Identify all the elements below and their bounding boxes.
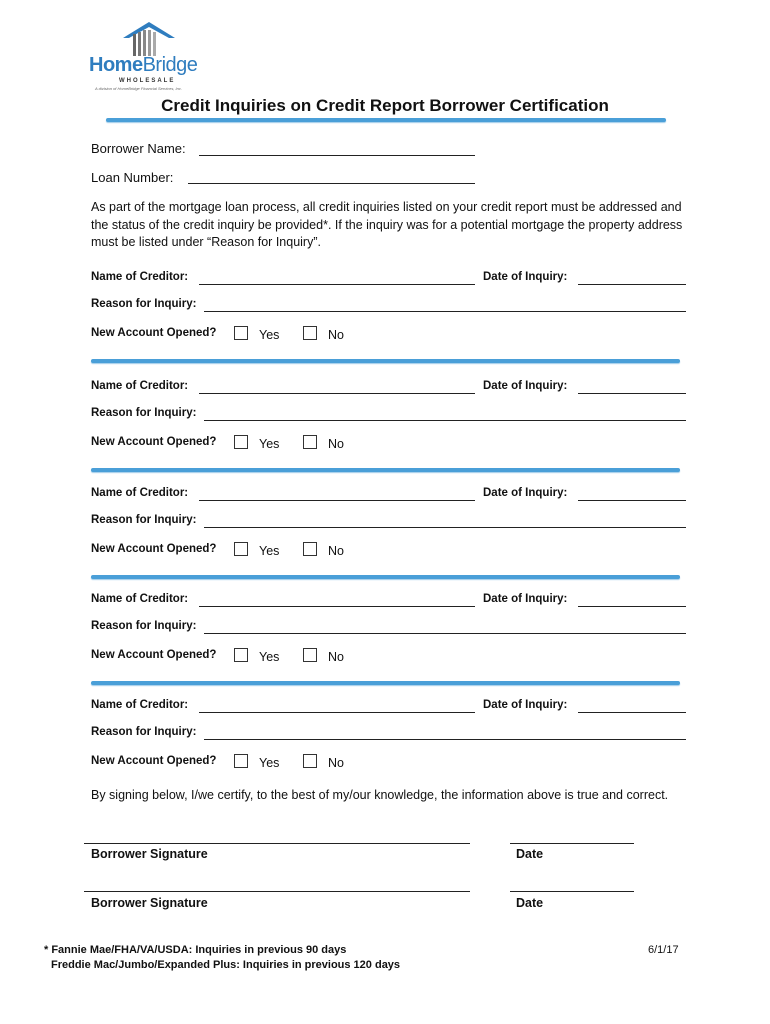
no-label-1: No <box>328 328 344 342</box>
borrower-signature-label-1: Borrower Signature <box>91 847 208 861</box>
borrower-signature-line-1[interactable] <box>84 843 470 844</box>
no-checkbox-3[interactable] <box>303 542 317 556</box>
footnote-line-1: * Fannie Mae/FHA/VA/USDA: Inquiries in previous 90 days <box>44 944 347 956</box>
date-of-inquiry-field-3[interactable] <box>578 500 686 501</box>
date-line-2[interactable] <box>510 891 634 892</box>
date-of-inquiry-field-4[interactable] <box>578 606 686 607</box>
yes-checkbox-3[interactable] <box>234 542 248 556</box>
reason-field-3[interactable] <box>204 527 686 528</box>
creditor-label-4: Name of Creditor: <box>91 593 189 605</box>
creditor-field-1[interactable] <box>199 284 475 285</box>
borrower-signature-label-2: Borrower Signature <box>91 896 208 910</box>
yes-label-5: Yes <box>259 756 280 770</box>
title-divider <box>106 118 666 122</box>
reason-label-4: Reason for Inquiry: <box>91 620 197 632</box>
logo-subtitle: WHOLESALE <box>119 78 176 84</box>
date-label-1: Date <box>516 847 544 861</box>
yes-label-2: Yes <box>259 437 280 451</box>
reason-field-4[interactable] <box>204 633 686 634</box>
creditor-label-5: Name of Creditor: <box>91 699 189 711</box>
creditor-field-4[interactable] <box>199 606 475 607</box>
date-of-inquiry-field-5[interactable] <box>578 712 686 713</box>
creditor-field-3[interactable] <box>199 500 475 501</box>
borrower-signature-line-2[interactable] <box>84 891 470 892</box>
logo-tagline: A division of HomeBridge Financial Services, Inc. <box>95 86 182 91</box>
creditor-label-2: Name of Creditor: <box>91 380 189 392</box>
reason-label-1: Reason for Inquiry: <box>91 298 197 310</box>
date-of-inquiry-field-2[interactable] <box>578 393 686 394</box>
version-date: 6/1/17 <box>648 944 679 956</box>
section-divider-2 <box>91 468 680 472</box>
yes-checkbox-5[interactable] <box>234 754 248 768</box>
creditor-field-5[interactable] <box>199 712 475 713</box>
date-of-inquiry-label-3: Date of Inquiry: <box>483 487 568 499</box>
new-account-label-4: New Account Opened? <box>91 649 217 661</box>
new-account-label-2: New Account Opened? <box>91 436 217 448</box>
new-account-label-5: New Account Opened? <box>91 755 217 767</box>
yes-checkbox-2[interactable] <box>234 435 248 449</box>
yes-checkbox-4[interactable] <box>234 648 248 662</box>
no-label-3: No <box>328 544 344 558</box>
no-checkbox-1[interactable] <box>303 326 317 340</box>
borrower-name-label: Borrower Name: <box>91 141 186 156</box>
date-label-2: Date <box>516 896 544 910</box>
page-title: Credit Inquiries on Credit Report Borrower Certification <box>161 96 609 115</box>
certify-statement: By signing below, I/we certify, to the best of my/our knowledge, the information above is true and correct. <box>91 788 669 802</box>
intro-paragraph: As part of the mortgage loan process, all credit inquiries listed on your credit report must be addressed and the status of the credit inquiry be provided*. If the inquiry was for a potential mortgage the property address must be listed under “Reason for Inquiry”. <box>91 200 683 249</box>
reason-field-2[interactable] <box>204 420 686 421</box>
creditor-label-1: Name of Creditor: <box>91 271 189 283</box>
logo-wordmark: HomeBridge <box>89 54 198 76</box>
no-checkbox-2[interactable] <box>303 435 317 449</box>
reason-label-5: Reason for Inquiry: <box>91 726 197 738</box>
reason-field-5[interactable] <box>204 739 686 740</box>
section-divider-3 <box>91 575 680 579</box>
date-of-inquiry-label-2: Date of Inquiry: <box>483 380 568 392</box>
no-label-5: No <box>328 756 344 770</box>
new-account-label-1: New Account Opened? <box>91 327 217 339</box>
borrower-name-field[interactable] <box>199 155 475 156</box>
creditor-label-3: Name of Creditor: <box>91 487 189 499</box>
yes-checkbox-1[interactable] <box>234 326 248 340</box>
date-of-inquiry-field-1[interactable] <box>578 284 686 285</box>
date-of-inquiry-label-5: Date of Inquiry: <box>483 699 568 711</box>
yes-label-3: Yes <box>259 544 280 558</box>
no-label-4: No <box>328 650 344 664</box>
reason-field-1[interactable] <box>204 311 686 312</box>
date-of-inquiry-label-1: Date of Inquiry: <box>483 271 568 283</box>
section-divider-1 <box>91 359 680 363</box>
yes-label-4: Yes <box>259 650 280 664</box>
reason-label-2: Reason for Inquiry: <box>91 407 197 419</box>
yes-label-1: Yes <box>259 328 280 342</box>
date-of-inquiry-label-4: Date of Inquiry: <box>483 593 568 605</box>
no-checkbox-5[interactable] <box>303 754 317 768</box>
no-checkbox-4[interactable] <box>303 648 317 662</box>
date-line-1[interactable] <box>510 843 634 844</box>
no-label-2: No <box>328 437 344 451</box>
reason-label-3: Reason for Inquiry: <box>91 514 197 526</box>
creditor-field-2[interactable] <box>199 393 475 394</box>
section-divider-4 <box>91 681 680 685</box>
loan-number-field[interactable] <box>188 183 475 184</box>
loan-number-label: Loan Number: <box>91 170 174 185</box>
new-account-label-3: New Account Opened? <box>91 543 217 555</box>
homebridge-logo <box>85 20 215 92</box>
footnote-line-2: Freddie Mac/Jumbo/Expanded Plus: Inquiries in previous 120 days <box>51 959 401 971</box>
